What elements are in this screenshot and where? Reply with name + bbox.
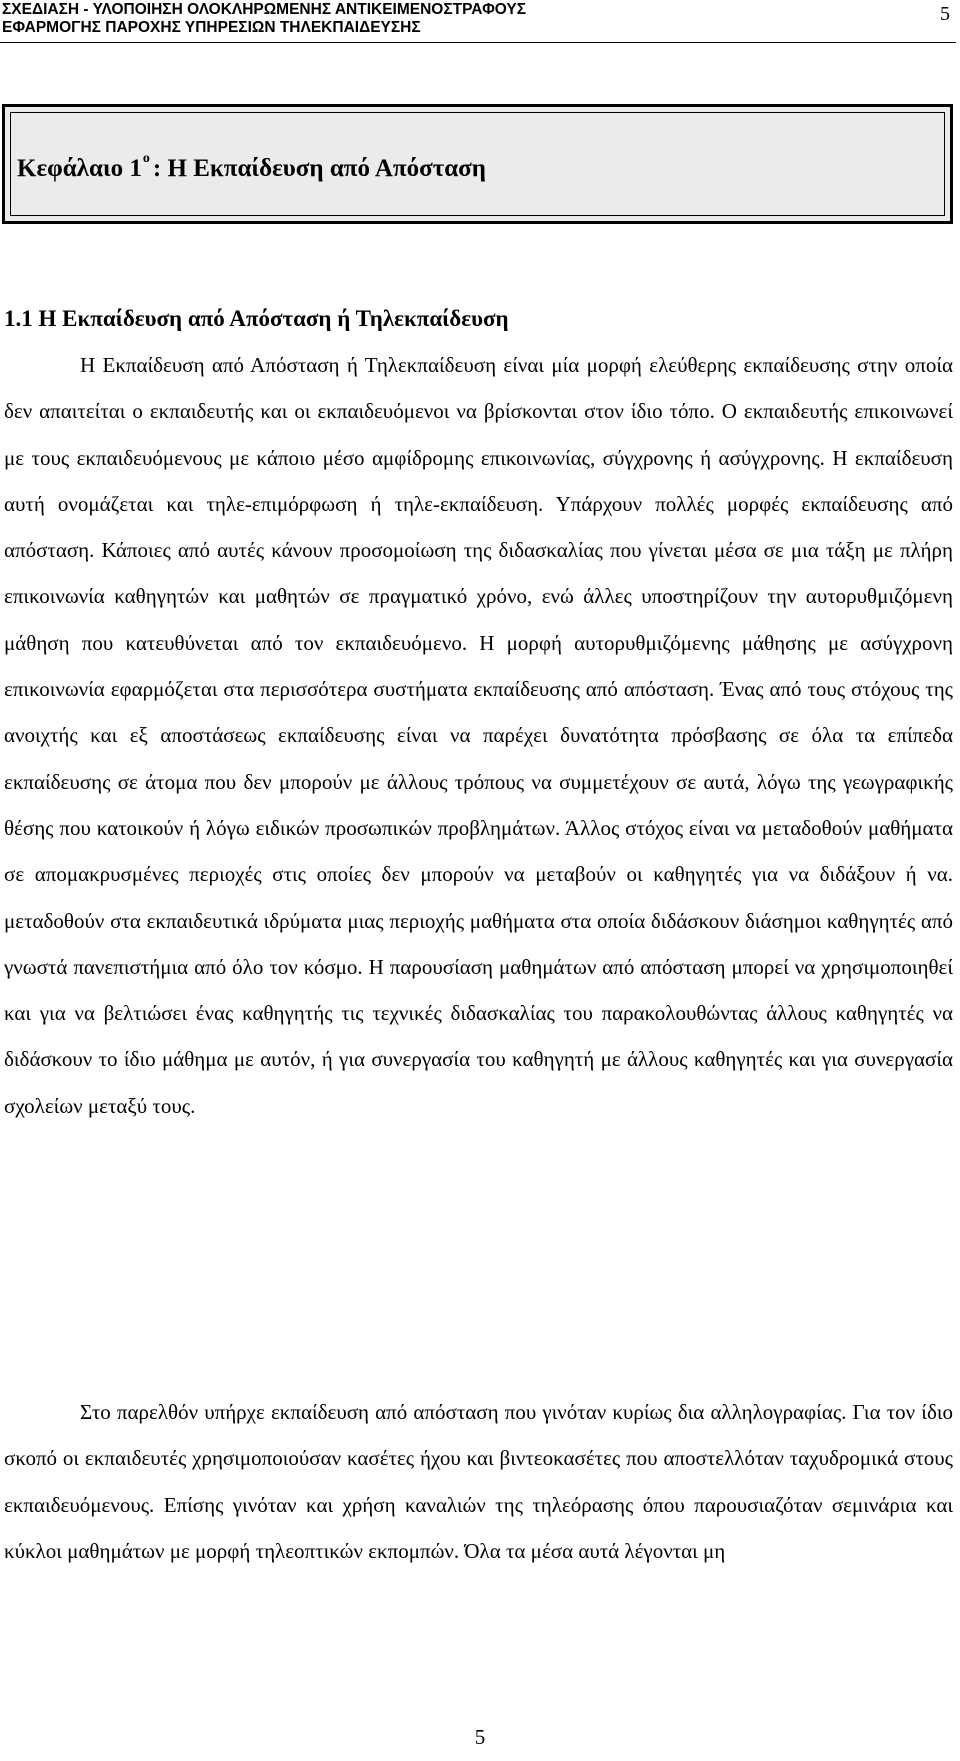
chapter-title [17,151,486,183]
header-page-number: 5 [940,3,950,25]
chapter-label: Κεφάλαιο 1 [17,155,142,182]
chapter-title-box [2,104,953,224]
running-header [0,0,956,43]
section-heading: 1.1 Η Εκπαίδευση από Απόσταση ή Τηλεκπαίδευση [4,306,509,331]
header-title-line-2: ΕΦΑΡΜΟΓΗΣ ΠΑΡΟΧΗΣ ΥΠΗΡΕΣΙΩΝ ΤΗΛΕΚΠΑΙΔΕΥΣΗΣ [2,19,421,36]
chapter-title-text: : Η Εκπαίδευση από Απόσταση [152,155,486,182]
body-paragraph-1: Η Εκπαίδευση από Απόσταση ή Τηλεκπαίδευση είναι μία μορφή ελεύθερης εκπαίδευσης στην οποία δεν απαιτείται ο εκπαιδευτής και οι εκπαιδευόμενοι να βρίσκονται στον ίδιο τόπο. Ο εκπαιδευτής επικοινωνεί με τους εκπαιδευόμενους με κάποιο μέσο αμφίδρομης επικοινωνίας, σύγχρονης ή ασύγχρονης. Η εκπαίδευση αυτή ονομάζεται και τηλε-επιμόρφωση ή τηλε-εκπαίδευση. Υπάρχουν πολλές μορφές εκπαίδευσης από απόσταση. Κάποιες από αυτές κάνουν προσομοίωση της διδασκαλίας που γίνεται μέσα σε μια τάξη με πλήρη επικοινωνία καθηγητών και μαθητών σε πραγματικό χρόνο, ενώ άλλες υποστηρίζουν την αυτορυθμιζόμενη μάθηση που κατευθύνεται από τον εκπαιδευόμενο. Η μορφή αυτορυθμιζόμενης μάθησης με ασύγχρονη επικοινωνία εφαρμόζεται στα περισσότερα συστήματα εκπαίδευσης από απόσταση. Ένας από τους στόχους της ανοιχτής και εξ αποστάσεως εκπαίδευσης είναι να παρέχει δυνατότητα πρόσβασης σε όλα τα επίπεδα εκπαίδευσης σε άτομα που δεν μπορούν με άλλους τρόπους να συμμετέχουν σε αυτά, λόγω της γεωγραφικής θέσης που κατοικούν ή λόγω ειδικών προσωπικών προβλημάτων. Άλλος στόχος είναι να μεταδοθούν μαθήματα σε απομακρυσμένες περιοχές στις οποίες δεν μπορούν να μεταβούν οι καθηγητές για να διδάξουν ή να. μεταδοθούν στα εκπαιδευτικά ιδρύματα μιας περιοχής μαθήματα στα οποία διδάσκουν διάσημοι καθηγητές από γνωστά πανεπιστήμια από όλο τον κόσμο. Η παρουσίαση μαθημάτων από απόσταση μπορεί να χρησιμοποιηθεί και για να βελτιώσει ένας καθηγητής τις τεχνικές διδασκαλίας του παρακολουθώντας άλλους καθηγητές να διδάσκουν το ίδιο μάθημα με αυτόν, ή για συνεργασία του καθηγητή με άλλους καθηγητές και για συνεργασία σχολείων μεταξύ τους. [4,353,953,1118]
header-title-line-1: ΣΧΕΔΙΑΣΗ - ΥΛΟΠΟΙΗΣΗ ΟΛΟΚΛΗΡΩΜΕΝΗΣ ΑΝΤΙΚΕΙΜΕΝΟΣΤΡΑΦΟΥΣ [2,1,527,18]
body-paragraph-2: Στο παρελθόν υπήρχε εκπαίδευση από απόσταση που γινόταν κυρίως δια αλληλογραφίας. Για τον ίδιο σκοπό οι εκπαιδευτές χρησιμοποιούσαν κασέτες ήχου και βιντεοκασέτες που αποστελλόταν ταχυδρομικά στους εκπαιδευόμενους. Επίσης γινόταν και χρήση καναλιών της τηλεόρασης όπου παρουσιαζόταν σεμινάρια και κύκλοι μαθημάτων με μορφή τηλεοπτικών εκπομπών. Όλα τα μέσα αυτά λέγονται μη [4,1400,953,1563]
chapter-ordinal-superscript: ο [142,151,150,166]
footer-page-number: 5 [474,1725,486,1749]
